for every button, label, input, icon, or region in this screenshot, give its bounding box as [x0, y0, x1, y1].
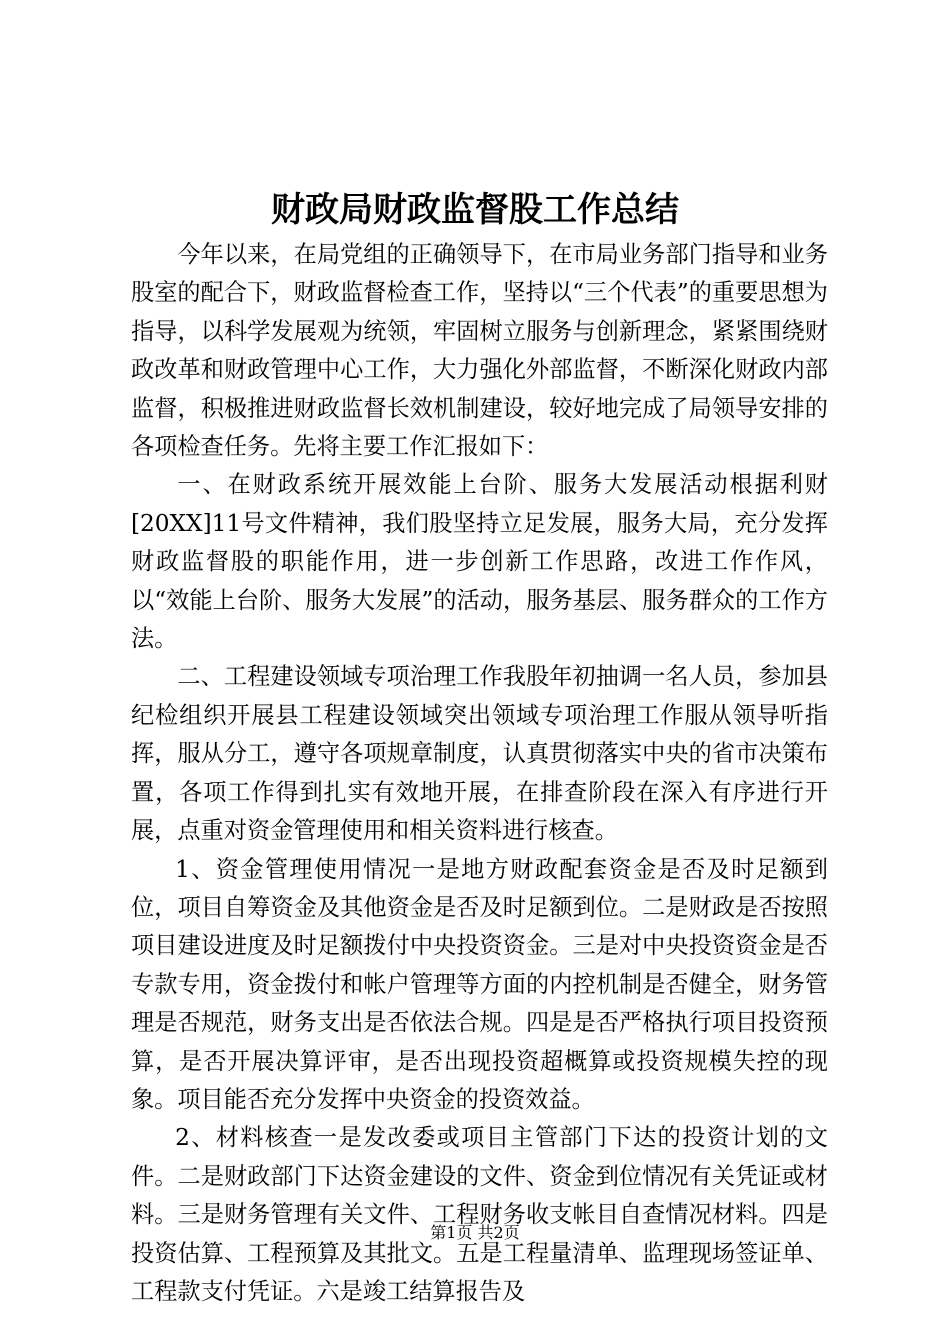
paragraph-item-1: 1、资金管理使用情况一是地方财政配套资金是否及时足额到位，项目自筹资金及其他资金是否及时足额到位。二是财政是否按照项目建设进度及时足额拨付中央投资资金。三是对中央投资资金是否专款专用，资金拨付和帐户管理等方面的内控机制是否健全，财务管理是否规范，财务支出是否依法合规。四是是否严格执行项目投资预算，是否开展决算评审，是否出现投资超概算或投资规模失控的现象。项目能否充分发挥中央资金的投资效益。: [131, 855, 828, 1113]
document-body: [131, 236, 828, 1311]
paragraph-intro: 今年以来，在局党组的正确领导下，在市局业务部门指导和业务股室的配合下，财政监督检查工作，坚持以“三个代表”的重要思想为指导，以科学发展观为统领，牢固树立服务与创新理念，紧紧围绕财政改革和财政管理中心工作，大力强化外部监督，不断深化财政内部监督，积极推进财政监督长效机制建设，较好地完成了局领导安排的各项检查任务。先将主要工作汇报如下：: [131, 241, 828, 461]
paragraph-item-2: 2、材料核查一是发改委或项目主管部门下达的投资计划的文件。二是财政部门下达资金建设的文件、资金到位情况有关凭证或材料。三是财务管理有关文件、工程财务收支帐目自查情况材料。四是投资估算、工程预算及其批文。五是工程量清单、监理现场签证单、工程款支付凭证。六是竣工结算报告及: [131, 1124, 828, 1305]
page-number-footer: 第1页 共2页: [430, 1223, 520, 1242]
document-title: 财政局财政监督股工作总结: [271, 190, 679, 230]
paragraph-section-1: 一、在财政系统开展效能上台阶、服务大发展活动根据利财[20XX]11号文件精神，我们股坚持立足发展，服务大局，充分发挥财政监督股的职能作用，进一步创新工作思路，改进工作作风，以“效能上台阶、服务大发展”的活动，服务基层、服务群众的工作方法。: [131, 471, 828, 653]
paragraph-section-2: 二、工程建设领域专项治理工作我股年初抽调一名人员，参加县纪检组织开展县工程建设领域突出领域专项治理工作服从领导听指挥，服从分工，遵守各项规章制度，认真贯彻落实中央的省市决策布置，各项工作得到扎实有效地开展，在排查阶段在深入有序进行开展，点重对资金管理使用和相关资料进行核查。: [131, 663, 828, 845]
